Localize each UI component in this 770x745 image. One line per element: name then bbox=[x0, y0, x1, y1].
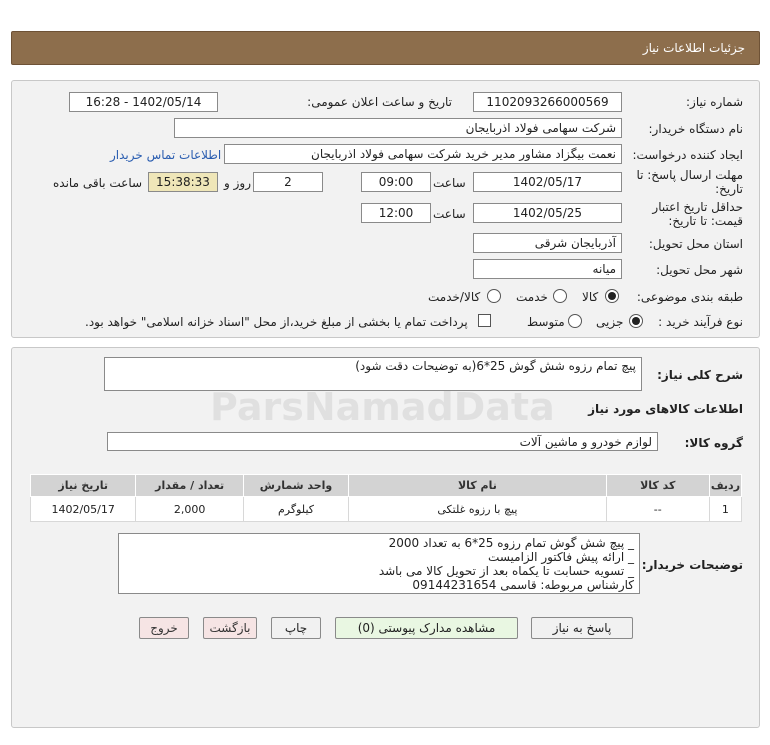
deadline-label-date: تاریخ: bbox=[715, 182, 743, 196]
buyer-notes-label: توضیحات خریدار: bbox=[641, 558, 743, 572]
days-remaining-field: 2 bbox=[253, 172, 323, 192]
validity-date-field: 1402/05/25 bbox=[473, 203, 622, 223]
attachments-count-button[interactable]: مشاهده مدارک پیوستی (0) bbox=[335, 617, 518, 639]
category-label: طبقه بندی موضوعی: bbox=[636, 290, 743, 304]
announce-label: تاریخ و ساعت اعلان عمومی: bbox=[307, 95, 452, 109]
general-desc-label: شرح کلی نیاز: bbox=[657, 368, 743, 382]
page-header bbox=[11, 31, 760, 65]
col-unit: واحد شمارش bbox=[243, 475, 348, 497]
cell-name: پیچ با رزوه غلتکی bbox=[349, 497, 606, 522]
col-code: کد کالا bbox=[606, 475, 709, 497]
buyer-note-line: کارشناس مربوطه: قاسمی 09144231654 bbox=[412, 578, 634, 592]
goods-group-field: لوازم خودرو و ماشین آلات bbox=[107, 432, 658, 451]
creator-label: ایجاد کننده درخواست: bbox=[632, 148, 743, 162]
cell-code: -- bbox=[606, 497, 709, 522]
exit-button[interactable]: خروج bbox=[139, 617, 189, 639]
category-service-radio[interactable] bbox=[553, 289, 567, 303]
remaining-time-label: ساعت باقی مانده bbox=[53, 176, 143, 190]
items-table-header bbox=[31, 475, 742, 497]
remaining-time-field: 15:38:33 bbox=[148, 172, 218, 192]
process-minor-label: جزیی bbox=[596, 315, 624, 329]
buyer-note-line: _ تسویه حسابت تا یکماه بعد از تحویل کالا می باشد bbox=[378, 564, 634, 578]
print-button[interactable]: چاپ bbox=[271, 617, 321, 639]
treasury-payment-checkbox[interactable] bbox=[478, 314, 491, 327]
need-number-label: شماره نیاز: bbox=[686, 95, 743, 109]
page-title: جزئیات اطلاعات نیاز bbox=[642, 41, 745, 55]
category-goods-service-label: کالا/خدمت bbox=[428, 290, 481, 304]
category-goods-radio[interactable] bbox=[605, 289, 619, 303]
cell-qty: 2,000 bbox=[136, 497, 243, 522]
buyer-contact-link[interactable]: اطلاعات تماس خریدار bbox=[110, 148, 222, 162]
province-field: آذربایجان شرقی bbox=[473, 233, 622, 253]
validity-label-date: قیمت: تا تاریخ: bbox=[668, 214, 743, 228]
col-qty: تعداد / مقدار bbox=[136, 475, 243, 497]
cell-date: 1402/05/17 bbox=[31, 497, 136, 522]
process-medium-radio[interactable] bbox=[568, 314, 582, 328]
col-row: ردیف bbox=[709, 475, 741, 497]
category-goods-label: کالا bbox=[582, 290, 599, 304]
cell-unit: کیلوگرم bbox=[243, 497, 348, 522]
announce-datetime-field: 1402/05/14 - 16:28 bbox=[69, 92, 218, 112]
category-goods-service-radio[interactable] bbox=[487, 289, 501, 303]
province-label: استان محل تحویل: bbox=[648, 237, 743, 251]
col-name: نام کالا bbox=[349, 475, 606, 497]
buyer-note-line: _ پیچ شش گوش تمام رزوه 25*6 به تعداد 2000 bbox=[388, 536, 634, 550]
category-service-label: خدمت bbox=[516, 290, 548, 304]
city-label: شهر محل تحویل: bbox=[656, 263, 743, 277]
deadline-time-field: 09:00 bbox=[361, 172, 431, 192]
validity-time-field: 12:00 bbox=[361, 203, 431, 223]
goods-group-label: گروه کالا: bbox=[684, 436, 743, 450]
buyer-notes-box bbox=[118, 533, 640, 594]
back-button[interactable]: بازگشت bbox=[203, 617, 257, 639]
deadline-time-label: ساعت bbox=[433, 176, 466, 190]
validity-time-label: ساعت bbox=[433, 207, 466, 221]
items-section-title: اطلاعات کالاهای مورد نیاز bbox=[588, 402, 743, 416]
need-number-field: 1102093266000569 bbox=[473, 92, 622, 112]
process-medium-label: متوسط bbox=[527, 315, 565, 329]
general-desc-field: پیچ تمام رزوه شش گوش 25*6(به توضیحات دقت شود) bbox=[104, 357, 642, 391]
buyer-org-label: نام دستگاه خریدار: bbox=[648, 122, 743, 136]
table-row bbox=[31, 497, 742, 522]
city-field: میانه bbox=[473, 259, 622, 279]
validity-label: حداقل تاریخ اعتبار bbox=[652, 200, 743, 214]
treasury-payment-note: پرداخت تمام یا بخشی از مبلغ خرید،از محل "اسناد خزانه اسلامی" خواهد بود. bbox=[85, 315, 468, 329]
col-date: تاریخ نیاز bbox=[31, 475, 136, 497]
process-label: نوع فرآیند خرید : bbox=[658, 315, 743, 329]
items-table bbox=[30, 474, 742, 522]
buyer-org-field: شرکت سهامی فولاد اذربایجان bbox=[174, 118, 622, 138]
deadline-label: مهلت ارسال پاسخ: تا bbox=[636, 168, 743, 182]
cell-row: 1 bbox=[709, 497, 741, 522]
process-minor-radio[interactable] bbox=[629, 314, 643, 328]
creator-field: نعمت بیگزاد مشاور مدیر خرید شرکت سهامی فولاد اذربایجان bbox=[224, 144, 622, 164]
buyer-note-line: _ ارائه پیش فاکتور الزامیست bbox=[488, 550, 634, 564]
reply-button[interactable]: پاسخ به نیاز bbox=[531, 617, 633, 639]
days-label: روز و bbox=[224, 176, 251, 190]
deadline-date-field: 1402/05/17 bbox=[473, 172, 622, 192]
